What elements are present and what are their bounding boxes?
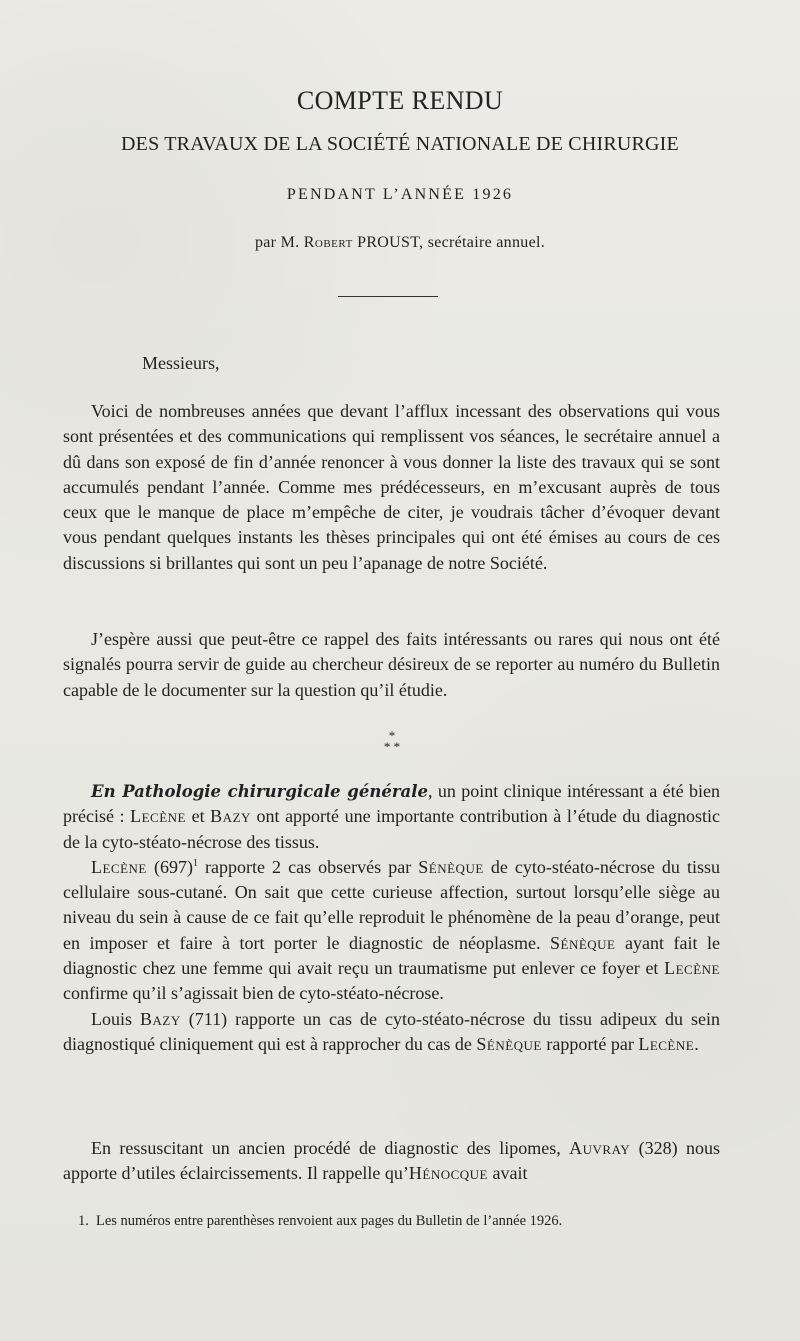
salutation: Messieurs,	[142, 353, 220, 373]
name-lecene-4: Lecène	[638, 1033, 695, 1054]
title-divider	[338, 296, 438, 297]
second-paragraph: J’espère aussi que peut-être ce rappel des faits intéressants ou rares qui nous ont été signalés pourra servir de guide au chercheur désireux de se reporter au numéro du Bulletin capable de le documenter sur la question qu’il étudie.	[63, 629, 720, 700]
para1-part1: , un point clinique intéressant a été bien précisé :	[63, 781, 720, 827]
name-bazy-2: Bazy	[140, 1008, 181, 1029]
section-heading: En Pathologie chirurgicale générale	[91, 782, 428, 801]
para4-part2: (328) nous apporte d’utiles éclaircissements. Il rappelle qu’	[63, 1138, 721, 1184]
para2-ref: (697)	[146, 856, 193, 877]
footnote-text: Les numéros entre parenthèses renvoient aux pages du Bulletin de l’année 1926.	[96, 1213, 563, 1229]
separator-bottom-stars: * *	[383, 739, 401, 754]
section-paragraph-4	[63, 1136, 720, 1187]
document-subtitle: DES TRAVAUX DE LA SOCIÉTÉ NATIONALE DE CHIRURGIE	[121, 133, 679, 155]
name-bazy: Bazy	[210, 806, 251, 827]
separator-top-star: *	[388, 728, 396, 743]
author-firstname: Robert	[303, 234, 353, 251]
second-block	[63, 627, 720, 703]
name-lecene: Lecène	[130, 806, 187, 827]
footnote	[78, 1213, 728, 1230]
para3-period: .	[694, 1033, 699, 1054]
para3-louis: Louis	[91, 1008, 141, 1029]
author-lastname: PROUST	[357, 234, 420, 251]
name-lecene-3: Lecène	[664, 958, 720, 979]
section-block	[63, 779, 720, 1057]
section-paragraph-1	[63, 779, 720, 855]
footnote-marker: 1	[192, 857, 198, 869]
document-title: COMPTE RENDU	[296, 86, 504, 115]
para2-part4: confirme qu’il s’agissait bien de cyto-stéato-nécrose.	[63, 983, 444, 1004]
para1-and: et	[186, 806, 211, 827]
para1-part2: ont apporté une importante contribution à l’étude du diagnostic de la cyto-stéato-nécrose des tissus.	[63, 806, 720, 852]
para2-part1: rapporte 2 cas observés par	[197, 856, 419, 877]
para4-part3: avait	[487, 1163, 528, 1184]
name-seneque-3: Sénèque	[476, 1033, 542, 1054]
footnote-number: 1.	[78, 1213, 89, 1229]
name-henocque: Hénocque	[408, 1163, 488, 1184]
lipomes-block	[63, 1136, 720, 1187]
intro-paragraph: Voici de nombreuses années que devant l’afflux incessant des observations qui vous sont présentées et des communications qui remplissent vos séances, le secrétaire annuel a dû dans son exposé de fin d’année renoncer à vous donner la liste des travaux qui se sont accumulés pendant l’année. Comme mes prédécesseurs, en m’excusant auprès de tous ceux que le manque de place m’empêche de citer, je voudrais tâcher d’évoquer devant vous pendant quelques instants les thèses principales qui ont été émises au cours de ces discussions si brillantes qui sont un peu l’apanage de notre Société.	[63, 401, 720, 573]
byline	[0, 234, 800, 252]
para3-part2: rapporté par	[541, 1033, 639, 1054]
section-paragraph-3	[63, 1007, 720, 1058]
para3-part1: (711) rapporte un cas de cyto-stéato-nécrose du tissu adipeux du sein diagnostiqué cliniquement qui est à rapprocher du cas de	[63, 1008, 720, 1054]
intro-block	[63, 399, 720, 576]
byline-prefix: par M.	[254, 234, 304, 251]
section-separator	[372, 730, 412, 754]
byline-suffix: , secrétaire annuel.	[419, 234, 546, 251]
name-seneque-2: Sénèque	[550, 932, 616, 953]
year-line: PENDANT L’ANNÉE 1926	[286, 186, 514, 203]
name-seneque: Sénèque	[418, 856, 484, 877]
section-paragraph-2	[63, 855, 720, 1007]
name-auvray: Auvray	[569, 1138, 631, 1158]
para2-part2: de cyto-stéato-nécrose du tissu cellulaire sous-cutané. On sait que cette curieuse affection, surtout lorsqu’elle siège au niveau du sein à cause de ce fait qu’elle reproduit le phénomène de la peau d’orange, peut en imposer et faire à tort porter le diagnostic de néoplasme.	[63, 856, 720, 953]
para2-part3: ayant fait le diagnostic chez une femme qui avait reçu un traumatisme put enlever ce foyer et	[63, 932, 720, 979]
name-lecene-2: Lecène	[91, 856, 147, 877]
para4-part1: En ressuscitant un ancien procédé de diagnostic des lipomes,	[91, 1138, 570, 1158]
